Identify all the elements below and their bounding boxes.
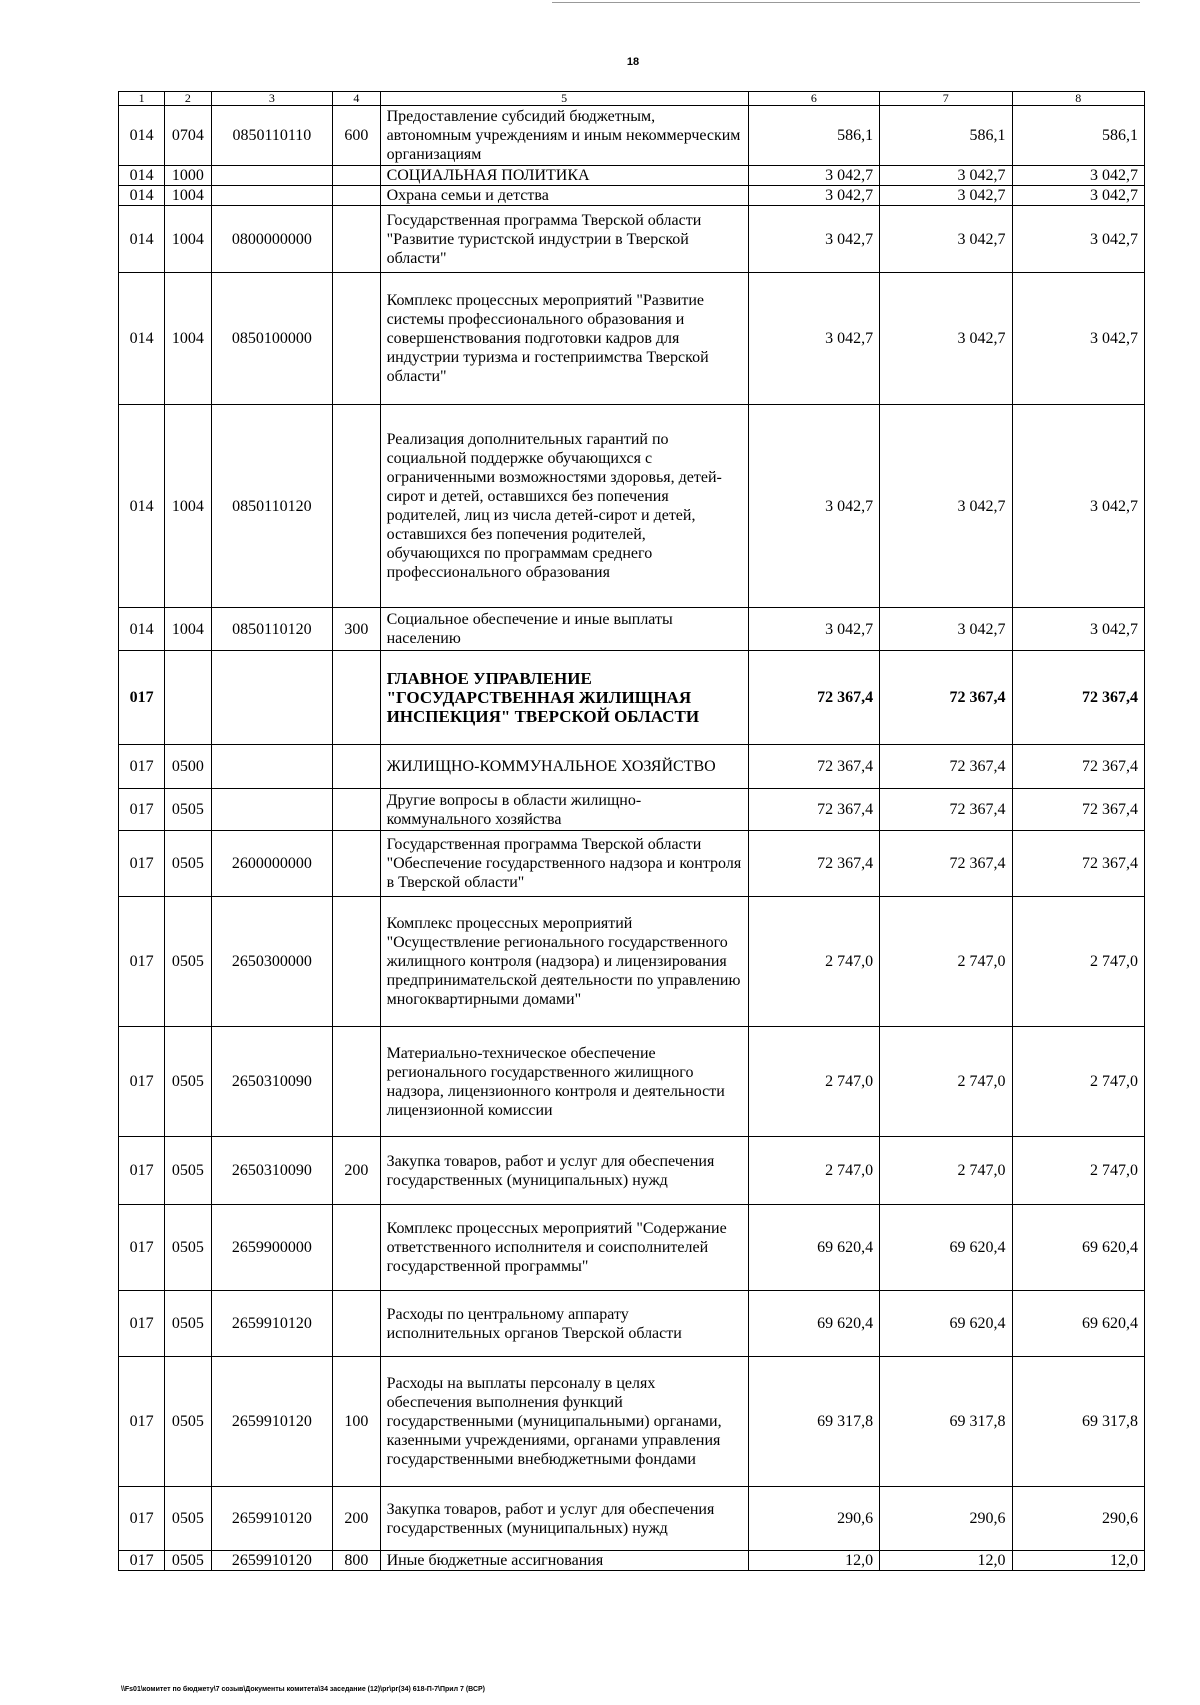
col-header: 1 <box>119 92 165 106</box>
cell-ministry: 017 <box>119 1205 165 1291</box>
table-row <box>119 166 1145 186</box>
cell-amount: 72 367,4 <box>1012 831 1145 897</box>
cell-description: Закупка товаров, работ и услуг для обеспечения государственных (муниципальных) нужд <box>380 1487 748 1551</box>
col-header: 2 <box>165 92 211 106</box>
cell-ministry: 017 <box>119 1357 165 1487</box>
col-header: 8 <box>1012 92 1145 106</box>
cell-ministry: 014 <box>119 186 165 206</box>
table-row <box>119 186 1145 206</box>
cell-target: 2659910120 <box>211 1551 333 1571</box>
cell-target <box>211 789 333 831</box>
col-header: 6 <box>748 92 879 106</box>
cell-section: 0505 <box>165 789 211 831</box>
cell-expense-type: 100 <box>333 1357 380 1487</box>
cell-ministry: 014 <box>119 166 165 186</box>
cell-section: 1004 <box>165 608 211 651</box>
cell-amount: 72 367,4 <box>748 831 879 897</box>
cell-amount: 69 317,8 <box>880 1357 1012 1487</box>
cell-ministry: 014 <box>119 273 165 405</box>
cell-amount: 2 747,0 <box>748 1137 879 1205</box>
cell-description: Государственная программа Тверской области "Обеспечение государственного надзора и контроля в Тверской области" <box>380 831 748 897</box>
cell-amount: 69 620,4 <box>1012 1205 1145 1291</box>
cell-description: СОЦИАЛЬНАЯ ПОЛИТИКА <box>380 166 748 186</box>
cell-amount: 72 367,4 <box>880 745 1012 789</box>
cell-expense-type <box>333 745 380 789</box>
cell-description: ГЛАВНОЕ УПРАВЛЕНИЕ "ГОСУДАРСТВЕННАЯ ЖИЛИЩНАЯ ИНСПЕКЦИЯ" ТВЕРСКОЙ ОБЛАСТИ <box>380 651 748 745</box>
col-header: 7 <box>880 92 1012 106</box>
cell-description: Комплекс процессных мероприятий "Развитие системы профессионального образования и совершенствования подготовки кадров для индустрии туризма и гостеприимства Тверской области" <box>380 273 748 405</box>
cell-expense-type <box>333 166 380 186</box>
col-header: 4 <box>333 92 380 106</box>
cell-amount: 69 620,4 <box>748 1205 879 1291</box>
cell-expense-type <box>333 831 380 897</box>
table-row <box>119 273 1145 405</box>
cell-amount: 2 747,0 <box>880 1027 1012 1137</box>
cell-amount: 3 042,7 <box>1012 273 1145 405</box>
cell-target: 0850100000 <box>211 273 333 405</box>
cell-target: 2659910120 <box>211 1357 333 1487</box>
table-row <box>119 405 1145 608</box>
cell-amount: 3 042,7 <box>748 206 879 273</box>
table-row <box>119 651 1145 745</box>
cell-amount: 2 747,0 <box>748 1027 879 1137</box>
cell-description: Расходы по центральному аппарату исполнительных органов Тверской области <box>380 1291 748 1357</box>
cell-expense-type: 300 <box>333 608 380 651</box>
cell-amount: 72 367,4 <box>880 789 1012 831</box>
cell-amount: 72 367,4 <box>1012 745 1145 789</box>
footer-file-path: \\Fs01\комитет по бюджету\7 созыв\Документы комитета\34 заседание (12)\рг\рг(34) 618-П-7\Прил 7 (ВСР) <box>121 1686 486 1693</box>
cell-description: Реализация дополнительных гарантий по социальной поддержке обучающихся с ограниченными возможностями здоровья, детей-сирот и детей, оставшихся без попечения родителей, лиц из числа детей-сирот и детей, оставшихся без попечения родителей, обучающихся по программам среднего профессионального образования <box>380 405 748 608</box>
table-row <box>119 1487 1145 1551</box>
cell-amount: 3 042,7 <box>748 186 879 206</box>
cell-amount: 3 042,7 <box>880 166 1012 186</box>
table-row <box>119 1027 1145 1137</box>
cell-expense-type: 600 <box>333 106 380 166</box>
cell-amount: 586,1 <box>1012 106 1145 166</box>
cell-ministry: 014 <box>119 206 165 273</box>
header-row <box>119 92 1145 106</box>
cell-expense-type: 800 <box>333 1551 380 1571</box>
cell-amount: 290,6 <box>748 1487 879 1551</box>
cell-ministry: 017 <box>119 831 165 897</box>
cell-target: 2659910120 <box>211 1487 333 1551</box>
cell-expense-type <box>333 1291 380 1357</box>
cell-section: 0505 <box>165 897 211 1027</box>
budget-table <box>118 91 1145 1571</box>
cell-target: 0850110120 <box>211 608 333 651</box>
cell-target: 0850110110 <box>211 106 333 166</box>
cell-amount: 72 367,4 <box>748 789 879 831</box>
cell-amount: 69 620,4 <box>748 1291 879 1357</box>
cell-expense-type <box>333 186 380 206</box>
cell-expense-type <box>333 651 380 745</box>
cell-section: 0505 <box>165 831 211 897</box>
top-rule <box>552 2 1140 3</box>
page-number: 18 <box>626 56 640 68</box>
cell-ministry: 014 <box>119 106 165 166</box>
cell-description: Материально-техническое обеспечение регионального государственного жилищного надзора, лицензионного контроля и деятельности лицензионной комиссии <box>380 1027 748 1137</box>
cell-amount: 72 367,4 <box>1012 789 1145 831</box>
cell-expense-type <box>333 405 380 608</box>
cell-amount: 12,0 <box>880 1551 1012 1571</box>
cell-expense-type <box>333 1027 380 1137</box>
cell-amount: 3 042,7 <box>748 405 879 608</box>
cell-section: 0505 <box>165 1551 211 1571</box>
cell-amount: 3 042,7 <box>1012 186 1145 206</box>
cell-amount: 2 747,0 <box>1012 897 1145 1027</box>
table-row <box>119 1137 1145 1205</box>
cell-amount: 3 042,7 <box>748 166 879 186</box>
cell-section: 0505 <box>165 1357 211 1487</box>
cell-amount: 3 042,7 <box>1012 405 1145 608</box>
cell-expense-type <box>333 273 380 405</box>
cell-amount: 3 042,7 <box>880 186 1012 206</box>
cell-description: Комплекс процессных мероприятий "Содержание ответственного исполнителя и соисполнителей государственной программы" <box>380 1205 748 1291</box>
cell-expense-type <box>333 789 380 831</box>
cell-ministry: 017 <box>119 1291 165 1357</box>
cell-description: Государственная программа Тверской области "Развитие туристской индустрии в Тверской области" <box>380 206 748 273</box>
cell-amount: 290,6 <box>880 1487 1012 1551</box>
cell-section: 1004 <box>165 405 211 608</box>
cell-amount: 69 317,8 <box>748 1357 879 1487</box>
cell-ministry: 017 <box>119 789 165 831</box>
table-row <box>119 206 1145 273</box>
cell-amount: 3 042,7 <box>880 206 1012 273</box>
cell-amount: 2 747,0 <box>748 897 879 1027</box>
cell-description: Предоставление субсидий бюджетным, автономным учреждениям и иным некоммерческим организациям <box>380 106 748 166</box>
cell-amount: 3 042,7 <box>748 273 879 405</box>
cell-target <box>211 166 333 186</box>
cell-ministry: 017 <box>119 1487 165 1551</box>
cell-amount: 3 042,7 <box>880 608 1012 651</box>
cell-amount: 290,6 <box>1012 1487 1145 1551</box>
table-row <box>119 1291 1145 1357</box>
cell-section: 1000 <box>165 166 211 186</box>
cell-description: Закупка товаров, работ и услуг для обеспечения государственных (муниципальных) нужд <box>380 1137 748 1205</box>
cell-expense-type <box>333 206 380 273</box>
cell-amount: 69 620,4 <box>880 1291 1012 1357</box>
cell-ministry: 014 <box>119 608 165 651</box>
cell-target: 2659910120 <box>211 1291 333 1357</box>
cell-section: 0505 <box>165 1487 211 1551</box>
cell-amount: 72 367,4 <box>880 651 1012 745</box>
cell-amount: 3 042,7 <box>1012 166 1145 186</box>
cell-description: Охрана семьи и детства <box>380 186 748 206</box>
cell-amount: 3 042,7 <box>880 405 1012 608</box>
cell-description: Другие вопросы в области жилищно-коммунального хозяйства <box>380 789 748 831</box>
cell-amount: 2 747,0 <box>880 897 1012 1027</box>
cell-amount: 3 042,7 <box>1012 206 1145 273</box>
cell-description: Комплекс процессных мероприятий "Осуществление регионального государственного жилищного контроля (надзора) и лицензирования предпринимательской деятельности по управлению многоквартирными домами" <box>380 897 748 1027</box>
cell-expense-type: 200 <box>333 1487 380 1551</box>
cell-expense-type: 200 <box>333 1137 380 1205</box>
cell-amount: 72 367,4 <box>748 745 879 789</box>
cell-amount: 12,0 <box>748 1551 879 1571</box>
cell-section <box>165 651 211 745</box>
cell-amount: 3 042,7 <box>748 608 879 651</box>
table-row <box>119 1357 1145 1487</box>
col-header: 5 <box>380 92 748 106</box>
cell-description: Социальное обеспечение и иные выплаты населению <box>380 608 748 651</box>
cell-ministry: 014 <box>119 405 165 608</box>
table-row <box>119 745 1145 789</box>
cell-target: 2650310090 <box>211 1027 333 1137</box>
cell-ministry: 017 <box>119 651 165 745</box>
cell-expense-type <box>333 897 380 1027</box>
table-row <box>119 1551 1145 1571</box>
cell-amount: 69 620,4 <box>1012 1291 1145 1357</box>
table-row <box>119 106 1145 166</box>
cell-target: 2659900000 <box>211 1205 333 1291</box>
cell-ministry: 017 <box>119 745 165 789</box>
cell-amount: 586,1 <box>748 106 879 166</box>
cell-expense-type <box>333 1205 380 1291</box>
cell-amount: 2 747,0 <box>1012 1027 1145 1137</box>
col-header: 3 <box>211 92 333 106</box>
cell-section: 0505 <box>165 1291 211 1357</box>
cell-amount: 3 042,7 <box>1012 608 1145 651</box>
cell-ministry: 017 <box>119 897 165 1027</box>
cell-section: 1004 <box>165 186 211 206</box>
cell-description: ЖИЛИЩНО-КОММУНАЛЬНОЕ ХОЗЯЙСТВО <box>380 745 748 789</box>
cell-amount: 2 747,0 <box>880 1137 1012 1205</box>
cell-amount: 69 620,4 <box>880 1205 1012 1291</box>
cell-amount: 72 367,4 <box>880 831 1012 897</box>
cell-target <box>211 651 333 745</box>
cell-target: 0800000000 <box>211 206 333 273</box>
table-row <box>119 789 1145 831</box>
cell-target: 2650300000 <box>211 897 333 1027</box>
cell-section: 0500 <box>165 745 211 789</box>
cell-amount: 69 317,8 <box>1012 1357 1145 1487</box>
table-row <box>119 608 1145 651</box>
cell-target <box>211 186 333 206</box>
cell-target: 2650310090 <box>211 1137 333 1205</box>
cell-description: Иные бюджетные ассигнования <box>380 1551 748 1571</box>
cell-section: 0505 <box>165 1027 211 1137</box>
cell-ministry: 017 <box>119 1551 165 1571</box>
table-row <box>119 897 1145 1027</box>
cell-section: 0505 <box>165 1137 211 1205</box>
cell-ministry: 017 <box>119 1137 165 1205</box>
cell-amount: 12,0 <box>1012 1551 1145 1571</box>
cell-section: 1004 <box>165 206 211 273</box>
cell-target: 0850110120 <box>211 405 333 608</box>
cell-section: 0704 <box>165 106 211 166</box>
table-row <box>119 1205 1145 1291</box>
cell-target: 2600000000 <box>211 831 333 897</box>
cell-ministry: 017 <box>119 1027 165 1137</box>
cell-target <box>211 745 333 789</box>
table-row <box>119 831 1145 897</box>
cell-amount: 2 747,0 <box>1012 1137 1145 1205</box>
cell-amount: 3 042,7 <box>880 273 1012 405</box>
cell-amount: 72 367,4 <box>1012 651 1145 745</box>
cell-section: 1004 <box>165 273 211 405</box>
cell-amount: 586,1 <box>880 106 1012 166</box>
cell-section: 0505 <box>165 1205 211 1291</box>
cell-amount: 72 367,4 <box>748 651 879 745</box>
cell-description: Расходы на выплаты персоналу в целях обеспечения выполнения функций государственными (муниципальными) органами, казенными учреждениями, органами управления государственными внебюджетными фондами <box>380 1357 748 1487</box>
